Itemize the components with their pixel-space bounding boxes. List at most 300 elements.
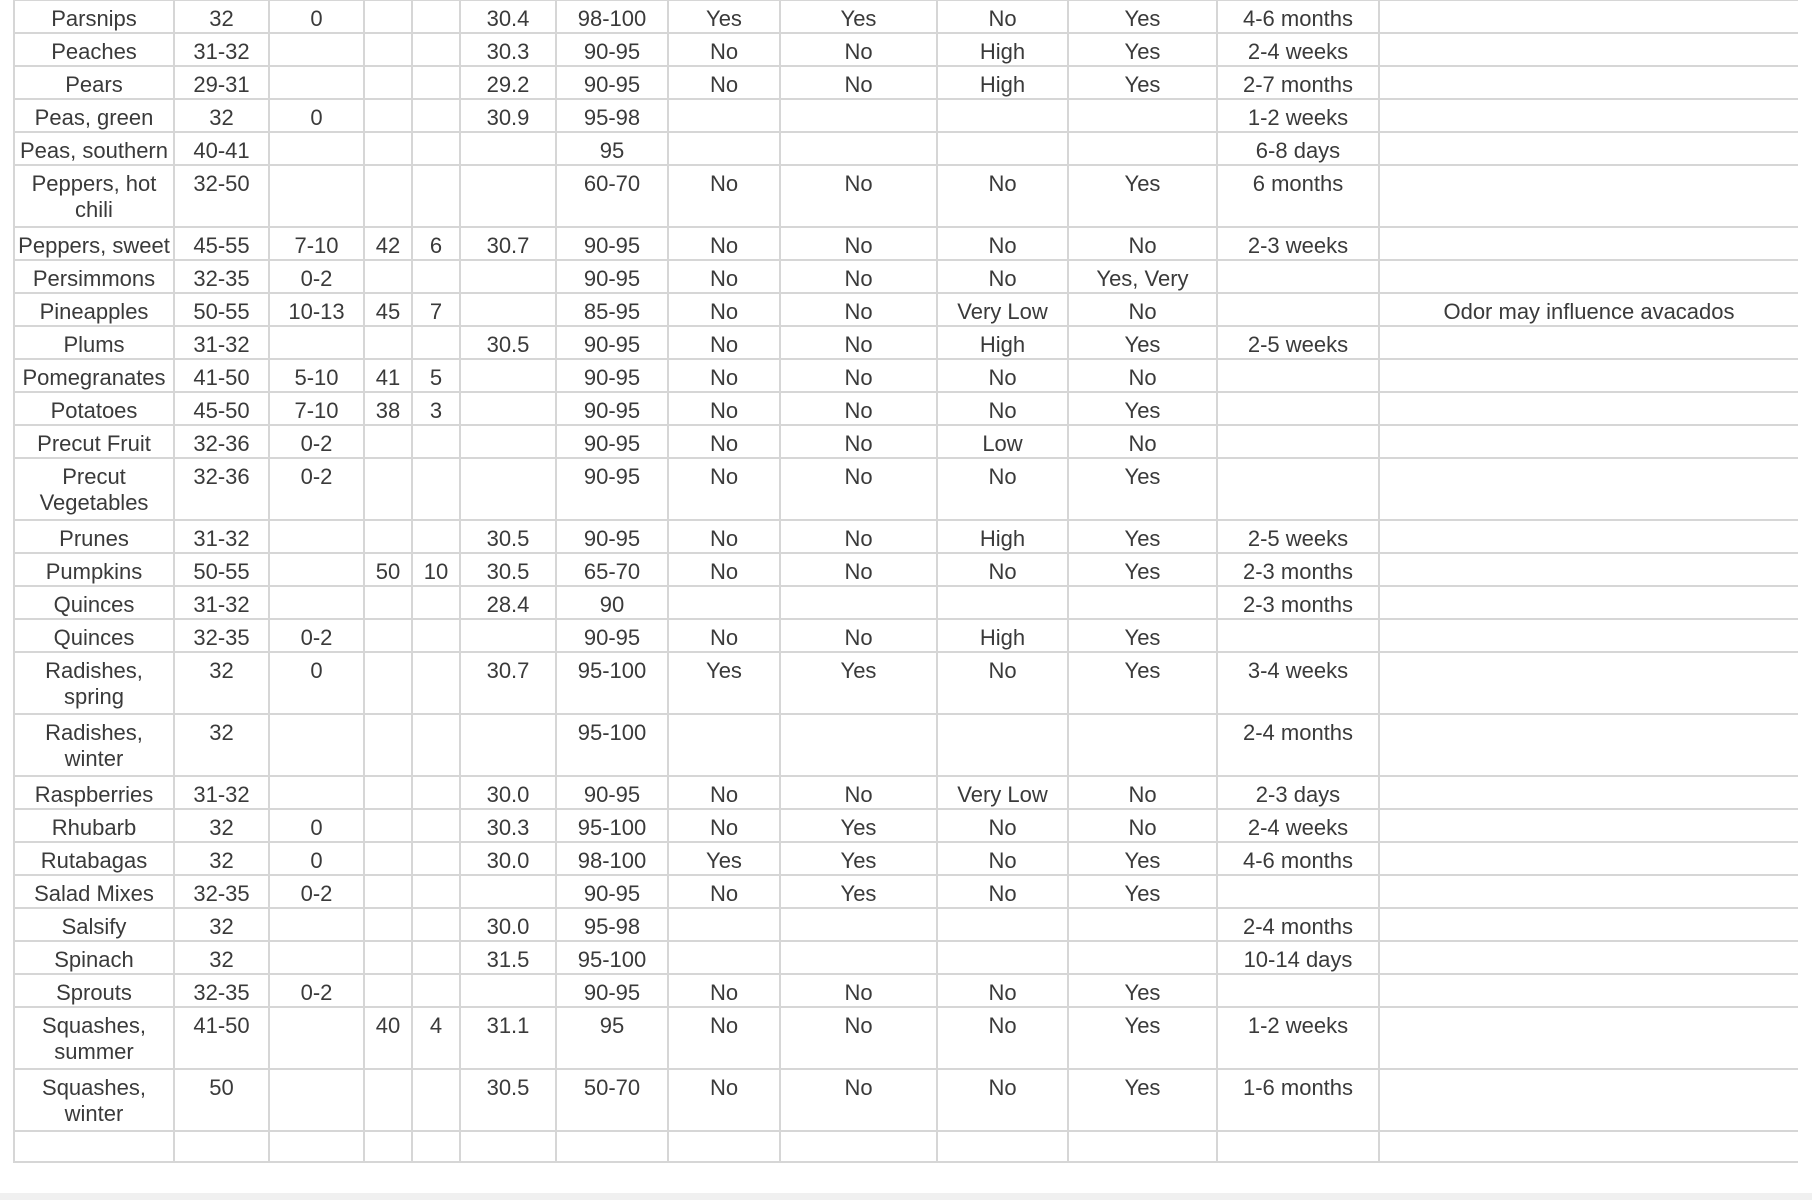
cell-text bbox=[783, 133, 934, 138]
cell-text: 90-95 bbox=[583, 625, 641, 650]
table-row bbox=[14, 908, 1798, 941]
value-cell bbox=[174, 227, 269, 260]
cell-text: 30.7 bbox=[486, 658, 530, 683]
value-cell bbox=[460, 293, 556, 326]
cell-text bbox=[415, 426, 457, 431]
value-cell bbox=[1068, 974, 1217, 1007]
value-cell bbox=[269, 974, 364, 1007]
cell-text bbox=[272, 777, 361, 782]
value-cell bbox=[1068, 520, 1217, 553]
cell-text: No bbox=[844, 266, 873, 291]
value-cell bbox=[364, 392, 412, 425]
value-cell bbox=[364, 227, 412, 260]
cell-text bbox=[1382, 100, 1796, 105]
value-cell bbox=[364, 132, 412, 165]
cell-text: Very Low bbox=[957, 299, 1048, 324]
note-cell bbox=[1379, 553, 1798, 586]
cell-text: 32 bbox=[209, 947, 234, 972]
cell-text: 7-10 bbox=[294, 398, 339, 423]
value-cell bbox=[556, 260, 668, 293]
cell-text: No bbox=[709, 431, 739, 456]
value-cell bbox=[1217, 974, 1379, 1007]
value-cell bbox=[780, 33, 937, 66]
value-cell bbox=[780, 809, 937, 842]
cell-text bbox=[415, 777, 457, 782]
value-cell bbox=[1068, 553, 1217, 586]
cell-text: 4-6 months bbox=[1242, 6, 1354, 31]
value-cell bbox=[668, 0, 780, 33]
cell-text bbox=[940, 133, 1065, 138]
value-cell bbox=[668, 520, 780, 553]
value-cell bbox=[1068, 425, 1217, 458]
value-cell bbox=[412, 652, 460, 714]
value-cell bbox=[460, 1007, 556, 1069]
note-cell bbox=[1379, 1007, 1798, 1069]
cell-text: No bbox=[988, 1013, 1017, 1038]
cell-text bbox=[367, 100, 409, 105]
value-cell bbox=[460, 1131, 556, 1162]
value-cell bbox=[364, 1131, 412, 1162]
cell-text: No bbox=[844, 625, 873, 650]
value-cell bbox=[1068, 165, 1217, 227]
value-cell bbox=[1217, 586, 1379, 619]
cell-text: Yes bbox=[1124, 559, 1161, 584]
cell-text: 31-32 bbox=[193, 782, 250, 807]
value-cell bbox=[668, 974, 780, 1007]
item-name-cell bbox=[14, 165, 174, 227]
cell-text: Prunes bbox=[59, 526, 129, 551]
value-cell bbox=[1217, 714, 1379, 776]
value-cell bbox=[174, 586, 269, 619]
cell-text: No bbox=[988, 848, 1017, 873]
cell-text: 3-4 weeks bbox=[1247, 658, 1349, 683]
cell-text: Squashes, winter bbox=[42, 1075, 146, 1126]
cell-text bbox=[671, 942, 777, 947]
cell-text: Peaches bbox=[51, 39, 137, 64]
value-cell bbox=[460, 941, 556, 974]
cell-text: 2-4 months bbox=[1242, 914, 1354, 939]
value-cell bbox=[364, 0, 412, 33]
cell-text bbox=[559, 1132, 665, 1137]
value-cell bbox=[364, 165, 412, 227]
cell-text bbox=[1382, 1, 1796, 6]
cell-text: 50-70 bbox=[583, 1075, 641, 1100]
value-cell bbox=[1068, 776, 1217, 809]
value-cell bbox=[1217, 1007, 1379, 1069]
cell-text bbox=[1071, 100, 1214, 105]
cell-text: 32 bbox=[209, 105, 234, 130]
cell-text bbox=[367, 653, 409, 658]
cell-text: 10-14 days bbox=[1243, 947, 1353, 972]
cell-text bbox=[1382, 810, 1796, 815]
note-cell bbox=[1379, 714, 1798, 776]
table-row bbox=[14, 165, 1798, 227]
table-row bbox=[14, 875, 1798, 908]
cell-text bbox=[367, 67, 409, 72]
table-row bbox=[14, 425, 1798, 458]
note-cell bbox=[1379, 652, 1798, 714]
value-cell bbox=[460, 392, 556, 425]
value-cell bbox=[556, 425, 668, 458]
cell-text bbox=[367, 587, 409, 592]
cell-text: 2-3 days bbox=[1255, 782, 1341, 807]
cell-text bbox=[1382, 843, 1796, 848]
item-name-cell bbox=[14, 842, 174, 875]
cell-text bbox=[415, 261, 457, 266]
cell-text: No bbox=[709, 365, 739, 390]
value-cell bbox=[668, 586, 780, 619]
cell-text: 32 bbox=[209, 6, 234, 31]
cell-text bbox=[463, 975, 553, 980]
cell-text: 2-7 months bbox=[1242, 72, 1354, 97]
item-name-cell bbox=[14, 66, 174, 99]
value-cell bbox=[174, 99, 269, 132]
value-cell bbox=[460, 908, 556, 941]
cell-text: 50-55 bbox=[193, 299, 250, 324]
cell-text bbox=[272, 1132, 361, 1137]
value-cell bbox=[269, 425, 364, 458]
value-cell bbox=[269, 652, 364, 714]
value-cell bbox=[1068, 99, 1217, 132]
value-cell bbox=[460, 326, 556, 359]
value-cell bbox=[1068, 842, 1217, 875]
cell-text bbox=[272, 166, 361, 171]
cell-text: Yes bbox=[1124, 464, 1161, 489]
value-cell bbox=[1217, 553, 1379, 586]
value-cell bbox=[174, 425, 269, 458]
value-cell bbox=[412, 99, 460, 132]
value-cell bbox=[174, 1007, 269, 1069]
cell-text: 30.4 bbox=[486, 6, 530, 31]
value-cell bbox=[364, 553, 412, 586]
value-cell bbox=[460, 974, 556, 1007]
cell-text: 32-36 bbox=[193, 464, 250, 489]
cell-text: 31.1 bbox=[486, 1013, 530, 1038]
cell-text: Sprouts bbox=[56, 980, 132, 1005]
value-cell bbox=[269, 99, 364, 132]
cell-text: Yes bbox=[840, 848, 877, 873]
value-cell bbox=[556, 132, 668, 165]
value-cell bbox=[174, 809, 269, 842]
cell-text: 41-50 bbox=[193, 365, 250, 390]
item-name-cell bbox=[14, 132, 174, 165]
cell-text: 0-2 bbox=[300, 625, 333, 650]
cell-text bbox=[1382, 67, 1796, 72]
value-cell bbox=[269, 875, 364, 908]
cell-text: 31-32 bbox=[193, 592, 250, 617]
cell-text bbox=[415, 587, 457, 592]
cell-text: Rutabagas bbox=[40, 848, 148, 873]
cell-text bbox=[940, 100, 1065, 105]
cell-text: 32-35 bbox=[193, 980, 250, 1005]
value-cell bbox=[174, 260, 269, 293]
value-cell bbox=[668, 652, 780, 714]
value-cell bbox=[556, 0, 668, 33]
table-row bbox=[14, 326, 1798, 359]
cell-text: No bbox=[988, 266, 1017, 291]
cell-text: 0-2 bbox=[300, 431, 333, 456]
cell-text bbox=[1382, 975, 1796, 980]
cell-text: Yes bbox=[1124, 658, 1161, 683]
cell-text bbox=[367, 620, 409, 625]
cell-text: No bbox=[709, 233, 739, 258]
note-cell bbox=[1379, 1069, 1798, 1131]
cell-text: 30.5 bbox=[486, 332, 530, 357]
cell-text: No bbox=[988, 881, 1017, 906]
cell-text: 90-95 bbox=[583, 72, 641, 97]
cell-text bbox=[272, 327, 361, 332]
cell-text bbox=[463, 1132, 553, 1137]
cell-text: Yes bbox=[840, 815, 877, 840]
cell-text: High bbox=[979, 526, 1026, 551]
value-cell bbox=[269, 1069, 364, 1131]
cell-text: 30.5 bbox=[486, 526, 530, 551]
value-cell bbox=[269, 458, 364, 520]
cell-text: High bbox=[979, 332, 1026, 357]
cell-text bbox=[367, 843, 409, 848]
value-cell bbox=[937, 33, 1068, 66]
cell-text: No bbox=[709, 559, 739, 584]
value-cell bbox=[937, 165, 1068, 227]
value-cell bbox=[668, 132, 780, 165]
value-cell bbox=[364, 652, 412, 714]
cell-text: Yes bbox=[1124, 171, 1161, 196]
cell-text bbox=[1220, 459, 1376, 464]
cell-text bbox=[415, 620, 457, 625]
value-cell bbox=[1217, 619, 1379, 652]
value-cell bbox=[412, 776, 460, 809]
cell-text: 38 bbox=[375, 398, 401, 423]
value-cell bbox=[556, 809, 668, 842]
cell-text: 30.3 bbox=[486, 39, 530, 64]
cell-text: No bbox=[844, 365, 873, 390]
value-cell bbox=[412, 842, 460, 875]
value-cell bbox=[174, 1069, 269, 1131]
cell-text: 7 bbox=[429, 299, 443, 324]
value-cell bbox=[780, 1069, 937, 1131]
cell-text bbox=[671, 100, 777, 105]
value-cell bbox=[269, 809, 364, 842]
cell-text: 90-95 bbox=[583, 365, 641, 390]
table-row bbox=[14, 714, 1798, 776]
value-cell bbox=[556, 619, 668, 652]
cell-text: 2-5 weeks bbox=[1247, 526, 1349, 551]
table-row bbox=[14, 1069, 1798, 1131]
item-name-cell bbox=[14, 776, 174, 809]
value-cell bbox=[668, 326, 780, 359]
item-name-cell bbox=[14, 0, 174, 33]
cell-text: 0-2 bbox=[300, 881, 333, 906]
cell-text bbox=[415, 34, 457, 39]
value-cell bbox=[1068, 293, 1217, 326]
cell-text: Precut Fruit bbox=[37, 431, 151, 456]
cell-text bbox=[1382, 554, 1796, 559]
value-cell bbox=[364, 260, 412, 293]
cell-text bbox=[272, 587, 361, 592]
cell-text: No bbox=[844, 398, 873, 423]
value-cell bbox=[269, 553, 364, 586]
cell-text bbox=[671, 715, 777, 720]
table-row bbox=[14, 0, 1798, 33]
cell-text: 95-98 bbox=[583, 105, 641, 130]
cell-text bbox=[1071, 909, 1214, 914]
cell-text: No bbox=[988, 6, 1017, 31]
value-cell bbox=[1068, 875, 1217, 908]
cell-text: 30.5 bbox=[486, 1075, 530, 1100]
cell-text bbox=[415, 909, 457, 914]
value-cell bbox=[269, 586, 364, 619]
value-cell bbox=[556, 458, 668, 520]
value-cell bbox=[269, 842, 364, 875]
item-name-cell bbox=[14, 908, 174, 941]
value-cell bbox=[556, 326, 668, 359]
value-cell bbox=[1068, 908, 1217, 941]
value-cell bbox=[1217, 0, 1379, 33]
cell-text bbox=[415, 1, 457, 6]
cell-text bbox=[367, 1, 409, 6]
cell-text: 32-35 bbox=[193, 266, 250, 291]
note-cell bbox=[1379, 458, 1798, 520]
value-cell bbox=[556, 1007, 668, 1069]
value-cell bbox=[937, 809, 1068, 842]
cell-text bbox=[940, 909, 1065, 914]
cell-text bbox=[1382, 909, 1796, 914]
item-name-cell bbox=[14, 809, 174, 842]
value-cell bbox=[1217, 908, 1379, 941]
cell-text: No bbox=[844, 332, 873, 357]
value-cell bbox=[269, 1131, 364, 1162]
cell-text: 6-8 days bbox=[1255, 138, 1341, 163]
value-cell bbox=[937, 941, 1068, 974]
cell-text: Yes bbox=[840, 658, 877, 683]
value-cell bbox=[412, 809, 460, 842]
cell-text bbox=[1220, 426, 1376, 431]
value-cell bbox=[556, 359, 668, 392]
value-cell bbox=[412, 908, 460, 941]
value-cell bbox=[364, 359, 412, 392]
cell-text bbox=[272, 1070, 361, 1075]
cell-text: 32-35 bbox=[193, 881, 250, 906]
value-cell bbox=[364, 809, 412, 842]
cell-text: 40 bbox=[375, 1013, 401, 1038]
value-cell bbox=[1068, 809, 1217, 842]
cell-text: 10 bbox=[423, 559, 449, 584]
cell-text bbox=[367, 909, 409, 914]
value-cell bbox=[174, 974, 269, 1007]
value-cell bbox=[937, 326, 1068, 359]
cell-text: No bbox=[844, 72, 873, 97]
cell-text bbox=[671, 1132, 777, 1137]
cell-text: Low bbox=[982, 431, 1023, 456]
value-cell bbox=[937, 875, 1068, 908]
cell-text bbox=[367, 810, 409, 815]
cell-text: Yes bbox=[1124, 1013, 1161, 1038]
cell-text bbox=[783, 1132, 934, 1137]
item-name-cell bbox=[14, 875, 174, 908]
value-cell bbox=[668, 842, 780, 875]
table-row bbox=[14, 842, 1798, 875]
value-cell bbox=[412, 260, 460, 293]
cell-text bbox=[415, 975, 457, 980]
value-cell bbox=[937, 652, 1068, 714]
value-cell bbox=[668, 875, 780, 908]
value-cell bbox=[937, 425, 1068, 458]
table-row bbox=[14, 1007, 1798, 1069]
value-cell bbox=[556, 714, 668, 776]
cell-text: 95 bbox=[599, 1013, 625, 1038]
value-cell bbox=[937, 1007, 1068, 1069]
cell-text: 95-98 bbox=[583, 914, 641, 939]
cell-text: 2-4 months bbox=[1242, 720, 1354, 745]
cell-text: 30.9 bbox=[486, 105, 530, 130]
cell-text bbox=[367, 1070, 409, 1075]
cell-text: 1-6 months bbox=[1242, 1075, 1354, 1100]
cell-text: 50 bbox=[375, 559, 401, 584]
cell-text: 2-5 weeks bbox=[1247, 332, 1349, 357]
value-cell bbox=[780, 714, 937, 776]
item-name-cell bbox=[14, 941, 174, 974]
cell-text bbox=[1382, 459, 1796, 464]
cell-text: 40-41 bbox=[193, 138, 250, 163]
value-cell bbox=[668, 1069, 780, 1131]
cell-text: 41 bbox=[375, 365, 401, 390]
value-cell bbox=[780, 586, 937, 619]
value-cell bbox=[460, 842, 556, 875]
cell-text bbox=[671, 133, 777, 138]
cell-text bbox=[463, 426, 553, 431]
value-cell bbox=[556, 652, 668, 714]
cell-text: No bbox=[1128, 365, 1157, 390]
cell-text bbox=[415, 100, 457, 105]
value-cell bbox=[460, 520, 556, 553]
cell-text bbox=[1382, 777, 1796, 782]
value-cell bbox=[174, 132, 269, 165]
value-cell bbox=[780, 875, 937, 908]
value-cell bbox=[937, 776, 1068, 809]
cell-text: No bbox=[1128, 299, 1157, 324]
cell-text bbox=[17, 1132, 171, 1137]
value-cell bbox=[780, 941, 937, 974]
value-cell bbox=[269, 714, 364, 776]
value-cell bbox=[412, 1069, 460, 1131]
cell-text: Salad Mixes bbox=[34, 881, 154, 906]
cell-text bbox=[1382, 327, 1796, 332]
cell-text bbox=[463, 876, 553, 881]
cell-text bbox=[272, 1008, 361, 1013]
item-name-cell bbox=[14, 714, 174, 776]
cell-text: 90-95 bbox=[583, 431, 641, 456]
cell-text: No bbox=[988, 365, 1017, 390]
cell-text bbox=[272, 942, 361, 947]
cell-text: 0 bbox=[310, 6, 323, 31]
value-cell bbox=[460, 359, 556, 392]
value-cell bbox=[412, 326, 460, 359]
cell-text bbox=[367, 327, 409, 332]
note-cell bbox=[1379, 619, 1798, 652]
value-cell bbox=[460, 1069, 556, 1131]
value-cell bbox=[937, 1069, 1068, 1131]
value-cell bbox=[780, 619, 937, 652]
cell-text: 32-50 bbox=[193, 171, 250, 196]
cell-text: Peppers, sweet bbox=[18, 233, 170, 258]
cell-text: 90-95 bbox=[583, 526, 641, 551]
cell-text: No bbox=[844, 1075, 873, 1100]
value-cell bbox=[364, 776, 412, 809]
cell-text: No bbox=[844, 1013, 873, 1038]
cell-text bbox=[1382, 1070, 1796, 1075]
cell-text: Peas, green bbox=[34, 105, 154, 130]
value-cell bbox=[780, 908, 937, 941]
